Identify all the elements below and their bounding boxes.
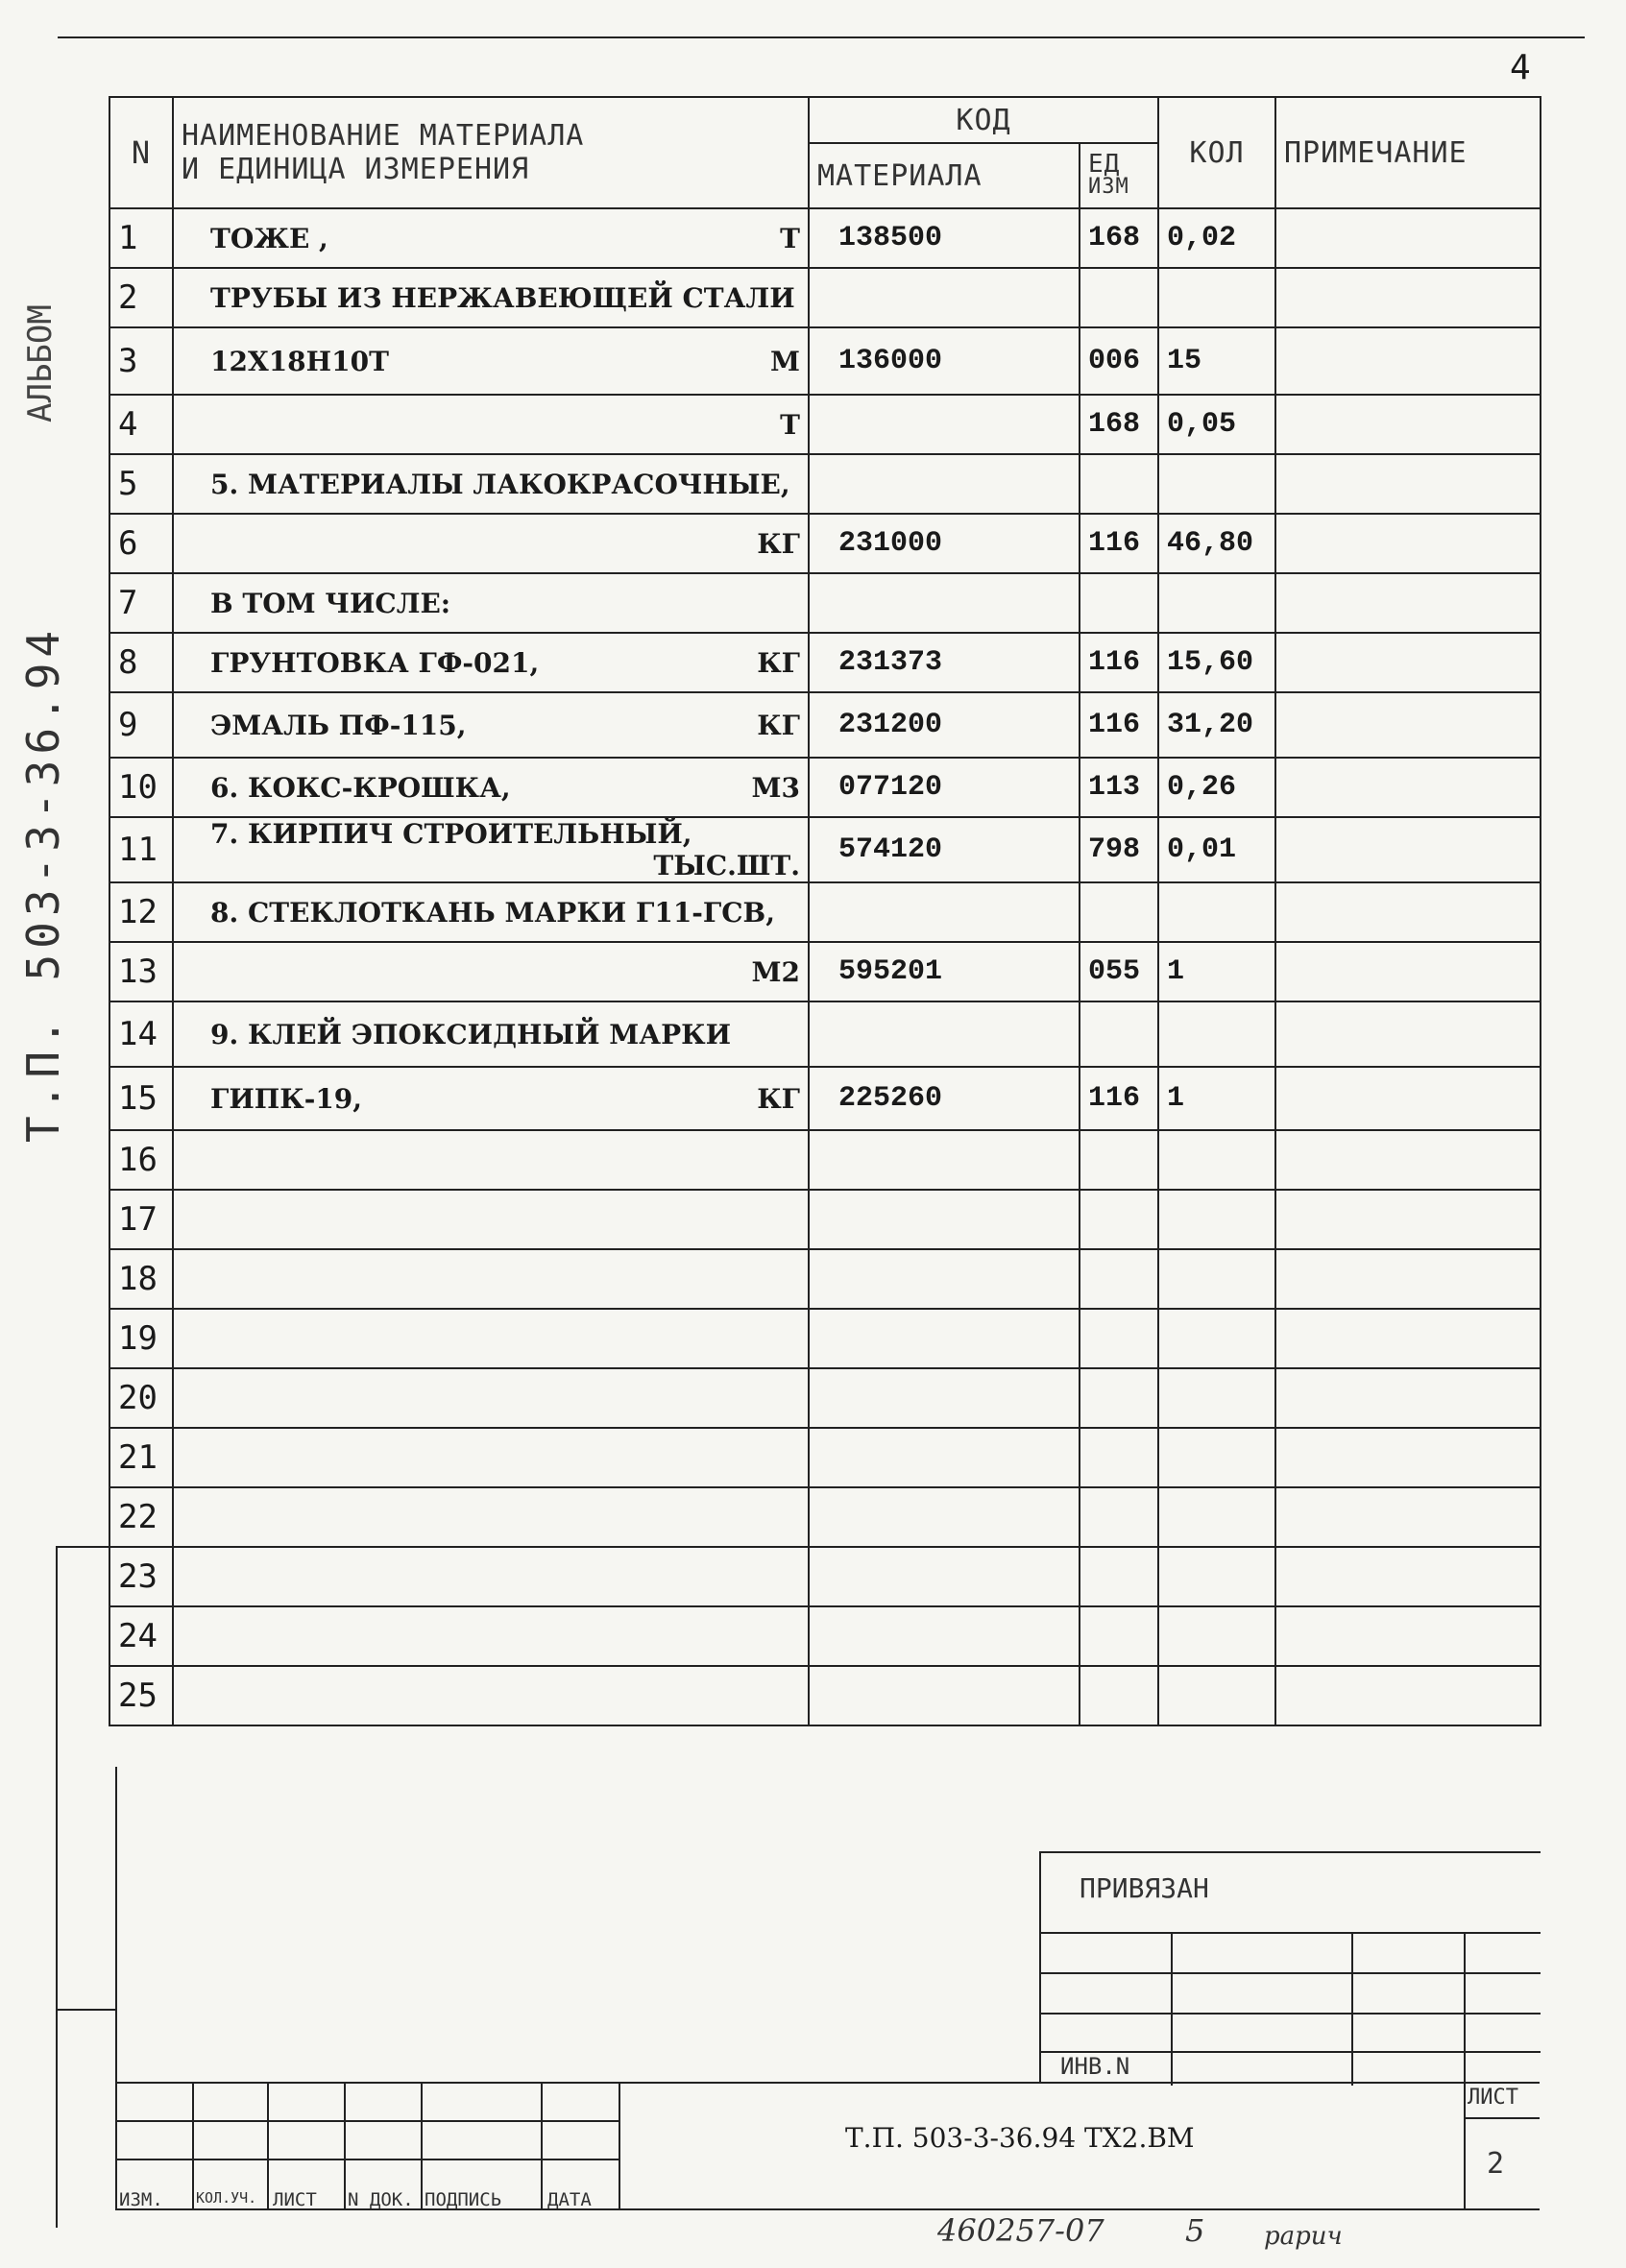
row-number: 6: [109, 514, 173, 573]
row-number: 15: [109, 1067, 173, 1130]
col-header-ed-izm: [1080, 143, 1158, 208]
unit-of-measure: ТЫС.ШТ.: [653, 850, 800, 881]
stamp-col-data: ДАТА: [547, 2189, 592, 2210]
material-name: 7. КИРПИЧ СТРОИТЕЛЬНЫЙ,: [210, 818, 692, 850]
unit-code: 116: [1080, 1067, 1158, 1130]
material-name-cell: [173, 514, 809, 573]
material-code: [809, 1001, 1080, 1067]
material-name: [182, 1264, 210, 1295]
margin-project-code: Т.П. 503-3-36.94: [17, 624, 69, 1143]
quantity: [1158, 268, 1275, 327]
quantity: 31,20: [1158, 692, 1275, 758]
unit-code: 168: [1080, 395, 1158, 454]
quantity: 1: [1158, 942, 1275, 1001]
note-cell: [1275, 692, 1541, 758]
unit-code: [1080, 1249, 1158, 1309]
note-cell: [1275, 208, 1541, 268]
material-name: 8. СТЕКЛОТКАНЬ МАРКИ Г11-ГСВ,: [210, 896, 775, 929]
quantity: 0,05: [1158, 395, 1275, 454]
material-code: [809, 1428, 1080, 1487]
unit-code: 006: [1080, 327, 1158, 395]
table-row: [109, 1428, 1541, 1487]
unit-code: [1080, 1487, 1158, 1547]
material-code: [809, 1309, 1080, 1368]
material-name: В ТОМ ЧИСЛЕ:: [210, 587, 451, 619]
material-name: [182, 528, 210, 560]
quantity: [1158, 1606, 1275, 1666]
privyazan-row-line: [1041, 1932, 1541, 1934]
unit-of-measure: КГ: [757, 527, 800, 560]
quantity: 0,02: [1158, 208, 1275, 268]
privyazan-col-line: [1351, 1932, 1353, 2086]
material-name: [182, 1680, 210, 1712]
material-name: 9. КЛЕЙ ЭПОКСИДНЫЙ МАРКИ: [210, 1018, 732, 1050]
material-name-cell: [173, 1368, 809, 1428]
table-row: [109, 573, 1541, 633]
quantity: [1158, 1309, 1275, 1368]
col-header-n: N: [109, 97, 173, 208]
quantity: [1158, 1487, 1275, 1547]
sheet-label-line: [1464, 2117, 1540, 2119]
title-col-line: [192, 2082, 194, 2208]
row-number: 2: [109, 268, 173, 327]
unit-code: 798: [1080, 817, 1158, 882]
unit-code: [1080, 573, 1158, 633]
unit-code: 116: [1080, 692, 1158, 758]
privyazan-col-line: [1171, 1932, 1173, 2086]
material-name-cell: [173, 1067, 809, 1130]
quantity: [1158, 573, 1275, 633]
privyazan-label: ПРИВЯЗАН: [1080, 1872, 1209, 1904]
quantity: 15,60: [1158, 633, 1275, 692]
unit-of-measure: Т: [780, 222, 800, 254]
unit-of-measure: М: [770, 345, 800, 377]
row-number: 7: [109, 573, 173, 633]
row-number: 11: [109, 817, 173, 882]
row-number: 14: [109, 1001, 173, 1067]
inv-label: ИНВ.N: [1060, 2053, 1130, 2080]
row-number: 22: [109, 1487, 173, 1547]
unit-code: [1080, 1606, 1158, 1666]
table-row: [109, 1547, 1541, 1606]
note-cell: [1275, 268, 1541, 327]
material-code: [809, 1487, 1080, 1547]
quantity: 1: [1158, 1067, 1275, 1130]
unit-of-measure: КГ: [757, 709, 800, 741]
quantity: 46,80: [1158, 514, 1275, 573]
row-number: 24: [109, 1606, 173, 1666]
row-number: 12: [109, 882, 173, 942]
materials-table: [109, 96, 1541, 1726]
material-name-cell: [173, 395, 809, 454]
material-name: ТРУБЫ ИЗ НЕРЖАВЕЮЩЕЙ СТАЛИ: [210, 281, 795, 314]
table-row: [109, 514, 1541, 573]
col-header-izm: ИЗМ: [1088, 175, 1129, 199]
title-col-line: [267, 2082, 269, 2208]
table-row: [109, 268, 1541, 327]
material-name-cell: [173, 1190, 809, 1249]
row-number: 17: [109, 1190, 173, 1249]
material-code: [809, 454, 1080, 514]
material-name: [182, 1442, 210, 1474]
table-row: [109, 1249, 1541, 1309]
quantity: 15: [1158, 327, 1275, 395]
material-name: [182, 1383, 210, 1414]
unit-code: 116: [1080, 514, 1158, 573]
note-cell: [1275, 454, 1541, 514]
unit-code: [1080, 1368, 1158, 1428]
binding-line-mid: [56, 2009, 115, 2011]
material-code: [809, 882, 1080, 942]
privyazan-block: [1039, 1851, 1541, 2084]
stamp-col-list: ЛИСТ: [273, 2189, 317, 2210]
table-row: [109, 454, 1541, 514]
row-number: 23: [109, 1547, 173, 1606]
stamp-col-izm: ИЗМ.: [119, 2189, 163, 2210]
unit-code: [1080, 268, 1158, 327]
table-row: [109, 208, 1541, 268]
material-code: 574120: [809, 817, 1080, 882]
table-row: [109, 327, 1541, 395]
sheet-label: ЛИСТ: [1468, 2086, 1518, 2110]
table-row: [109, 882, 1541, 942]
privyazan-row-line: [1041, 1972, 1541, 1974]
material-name: [182, 956, 210, 988]
top-rule: [58, 36, 1585, 38]
material-code: 138500: [809, 208, 1080, 268]
material-code: 231373: [809, 633, 1080, 692]
page-number-top: 4: [1510, 48, 1531, 87]
document-code: Т.П. 503-3-36.94 ТХ2.ВМ: [845, 2122, 1195, 2154]
unit-code: [1080, 882, 1158, 942]
unit-of-measure: Т: [780, 408, 800, 441]
material-code: 136000: [809, 327, 1080, 395]
material-name: ГРУНТОВКА ГФ-021,: [210, 646, 540, 679]
note-cell: [1275, 327, 1541, 395]
handwritten-archive-number: 460257-07: [937, 2212, 1104, 2249]
unit-code: 168: [1080, 208, 1158, 268]
note-cell: [1275, 1666, 1541, 1725]
row-number: 10: [109, 758, 173, 817]
material-name-cell: [173, 633, 809, 692]
col-header-material: МАТЕРИАЛА: [809, 143, 1080, 208]
sheet-number: 2: [1487, 2147, 1505, 2181]
title-block-inner: [115, 2120, 619, 2122]
table-row: [109, 758, 1541, 817]
quantity: 0,01: [1158, 817, 1275, 882]
title-col-line: [1464, 2082, 1466, 2208]
frame-left: [115, 1767, 117, 2208]
material-code: [809, 1130, 1080, 1190]
quantity: [1158, 1130, 1275, 1190]
row-number: 19: [109, 1309, 173, 1368]
quantity: [1158, 1249, 1275, 1309]
material-code: [809, 1547, 1080, 1606]
binding-line-top: [56, 1546, 115, 1548]
title-col-line: [619, 2082, 620, 2208]
unit-code: [1080, 1309, 1158, 1368]
privyazan-col-line: [1464, 1932, 1466, 2086]
material-name-cell: [173, 1249, 809, 1309]
table-row: [109, 942, 1541, 1001]
material-name-cell: [173, 1001, 809, 1067]
col-header-name: [173, 97, 809, 208]
note-cell: [1275, 1130, 1541, 1190]
col-header-code: КОД: [809, 97, 1158, 143]
row-number: 1: [109, 208, 173, 268]
table-row: [109, 817, 1541, 882]
material-name: ЭМАЛЬ ПФ-115,: [210, 709, 467, 741]
material-code: [809, 1666, 1080, 1725]
material-name-cell: [173, 1606, 809, 1666]
table-row: [109, 692, 1541, 758]
stamp-col-kol-uch: КОЛ.УЧ.: [196, 2189, 257, 2207]
row-number: 18: [109, 1249, 173, 1309]
material-name-cell: [173, 1428, 809, 1487]
note-cell: [1275, 817, 1541, 882]
material-name-cell: [173, 573, 809, 633]
quantity: [1158, 1428, 1275, 1487]
table-row: [109, 395, 1541, 454]
table-row: [109, 633, 1541, 692]
material-name-cell: [173, 327, 809, 395]
quantity: [1158, 1368, 1275, 1428]
col-header-name-line2: И ЕДИНИЦА ИЗМЕРЕНИЯ: [182, 153, 530, 186]
title-block-top: [115, 2082, 1540, 2084]
material-name: [182, 1502, 210, 1533]
row-number: 3: [109, 327, 173, 395]
material-code: 077120: [809, 758, 1080, 817]
title-block-bottom: [115, 2208, 1540, 2210]
quantity: [1158, 1547, 1275, 1606]
col-header-note: ПРИМЕЧАНИЕ: [1275, 97, 1541, 208]
note-cell: [1275, 1368, 1541, 1428]
title-col-line: [344, 2082, 346, 2208]
stamp-col-n-dok: N ДОК.: [348, 2189, 414, 2210]
col-header-name-line1: НАИМЕНОВАНИЕ МАТЕРИАЛА: [182, 119, 585, 153]
col-header-kol: КОЛ: [1158, 97, 1275, 208]
material-name-cell: [173, 454, 809, 514]
note-cell: [1275, 758, 1541, 817]
table-row: [109, 1666, 1541, 1725]
note-cell: [1275, 395, 1541, 454]
quantity: [1158, 1190, 1275, 1249]
stamp-col-podpis: ПОДПИСЬ: [425, 2189, 502, 2210]
material-code: [809, 1606, 1080, 1666]
material-code: [809, 1249, 1080, 1309]
material-name-cell: [173, 692, 809, 758]
note-cell: [1275, 1606, 1541, 1666]
row-number: 20: [109, 1368, 173, 1428]
material-name: [182, 1323, 210, 1355]
row-number: 13: [109, 942, 173, 1001]
quantity: 0,26: [1158, 758, 1275, 817]
unit-code: [1080, 1001, 1158, 1067]
note-cell: [1275, 514, 1541, 573]
material-name-cell: [173, 1309, 809, 1368]
privyazan-row-line: [1041, 2013, 1541, 2015]
quantity: [1158, 882, 1275, 942]
material-name: [182, 1145, 210, 1176]
row-number: 25: [109, 1666, 173, 1725]
material-name-cell: [173, 1487, 809, 1547]
material-code: 231000: [809, 514, 1080, 573]
title-col-line: [541, 2082, 543, 2208]
unit-of-measure: КГ: [757, 1082, 800, 1115]
note-cell: [1275, 1547, 1541, 1606]
material-code: 231200: [809, 692, 1080, 758]
material-code: [809, 268, 1080, 327]
material-name-cell: [173, 208, 809, 268]
unit-code: [1080, 1428, 1158, 1487]
material-name: [182, 1204, 210, 1236]
table-row: [109, 1368, 1541, 1428]
note-cell: [1275, 1190, 1541, 1249]
material-code: [809, 1368, 1080, 1428]
note-cell: [1275, 573, 1541, 633]
material-name-cell: [173, 1666, 809, 1725]
material-name: [182, 1561, 210, 1593]
unit-code: 116: [1080, 633, 1158, 692]
table-row: [109, 1130, 1541, 1190]
table-row: [109, 1190, 1541, 1249]
material-name-cell: [173, 882, 809, 942]
row-number: 16: [109, 1130, 173, 1190]
material-name-cell: [173, 1130, 809, 1190]
col-header-ed: ЕД: [1088, 150, 1121, 179]
note-cell: [1275, 1309, 1541, 1368]
binding-line: [56, 1546, 58, 2228]
table-row: [109, 1309, 1541, 1368]
note-cell: [1275, 633, 1541, 692]
note-cell: [1275, 1487, 1541, 1547]
handwritten-mark: 5: [1185, 2212, 1205, 2249]
quantity: [1158, 1666, 1275, 1725]
unit-code: [1080, 1130, 1158, 1190]
unit-of-measure: М2: [751, 955, 800, 988]
note-cell: [1275, 1249, 1541, 1309]
margin-album-label: АЛЬБОМ: [21, 304, 60, 422]
material-code: [809, 1190, 1080, 1249]
table-row: [109, 1001, 1541, 1067]
note-cell: [1275, 1067, 1541, 1130]
material-name: [182, 409, 210, 441]
handwritten-note: рарич: [1264, 2222, 1343, 2251]
unit-code: [1080, 1666, 1158, 1725]
note-cell: [1275, 1001, 1541, 1067]
note-cell: [1275, 942, 1541, 1001]
material-name-cell: [173, 1547, 809, 1606]
table-row: [109, 1067, 1541, 1130]
material-code: [809, 573, 1080, 633]
material-name: 5. МАТЕРИАЛЫ ЛАКОКРАСОЧНЫЕ,: [210, 468, 790, 500]
row-number: 9: [109, 692, 173, 758]
material-code: 595201: [809, 942, 1080, 1001]
material-name: ТОЖЕ ,: [210, 222, 328, 254]
quantity: [1158, 1001, 1275, 1067]
material-name-cell: [173, 817, 809, 882]
unit-code: 055: [1080, 942, 1158, 1001]
material-name: 12Х18Н10Т: [210, 345, 389, 377]
title-block-inner: [115, 2159, 619, 2160]
note-cell: [1275, 882, 1541, 942]
note-cell: [1275, 1428, 1541, 1487]
row-number: 5: [109, 454, 173, 514]
unit-of-measure: КГ: [757, 646, 800, 679]
material-name: 6. КОКС-КРОШКА,: [210, 771, 511, 804]
table-row: [109, 1487, 1541, 1547]
quantity: [1158, 454, 1275, 514]
row-number: 21: [109, 1428, 173, 1487]
unit-code: [1080, 1190, 1158, 1249]
material-code: [809, 395, 1080, 454]
unit-code: [1080, 1547, 1158, 1606]
unit-code: [1080, 454, 1158, 514]
table-row: [109, 1606, 1541, 1666]
row-number: 8: [109, 633, 173, 692]
material-code: 225260: [809, 1067, 1080, 1130]
material-name-cell: [173, 942, 809, 1001]
title-col-line: [421, 2082, 423, 2208]
material-name-cell: [173, 268, 809, 327]
material-name: ГИПК-19,: [210, 1082, 363, 1115]
material-name-cell: [173, 758, 809, 817]
material-name: [182, 1621, 210, 1653]
row-number: 4: [109, 395, 173, 454]
unit-of-measure: М3: [751, 771, 800, 804]
unit-code: 113: [1080, 758, 1158, 817]
